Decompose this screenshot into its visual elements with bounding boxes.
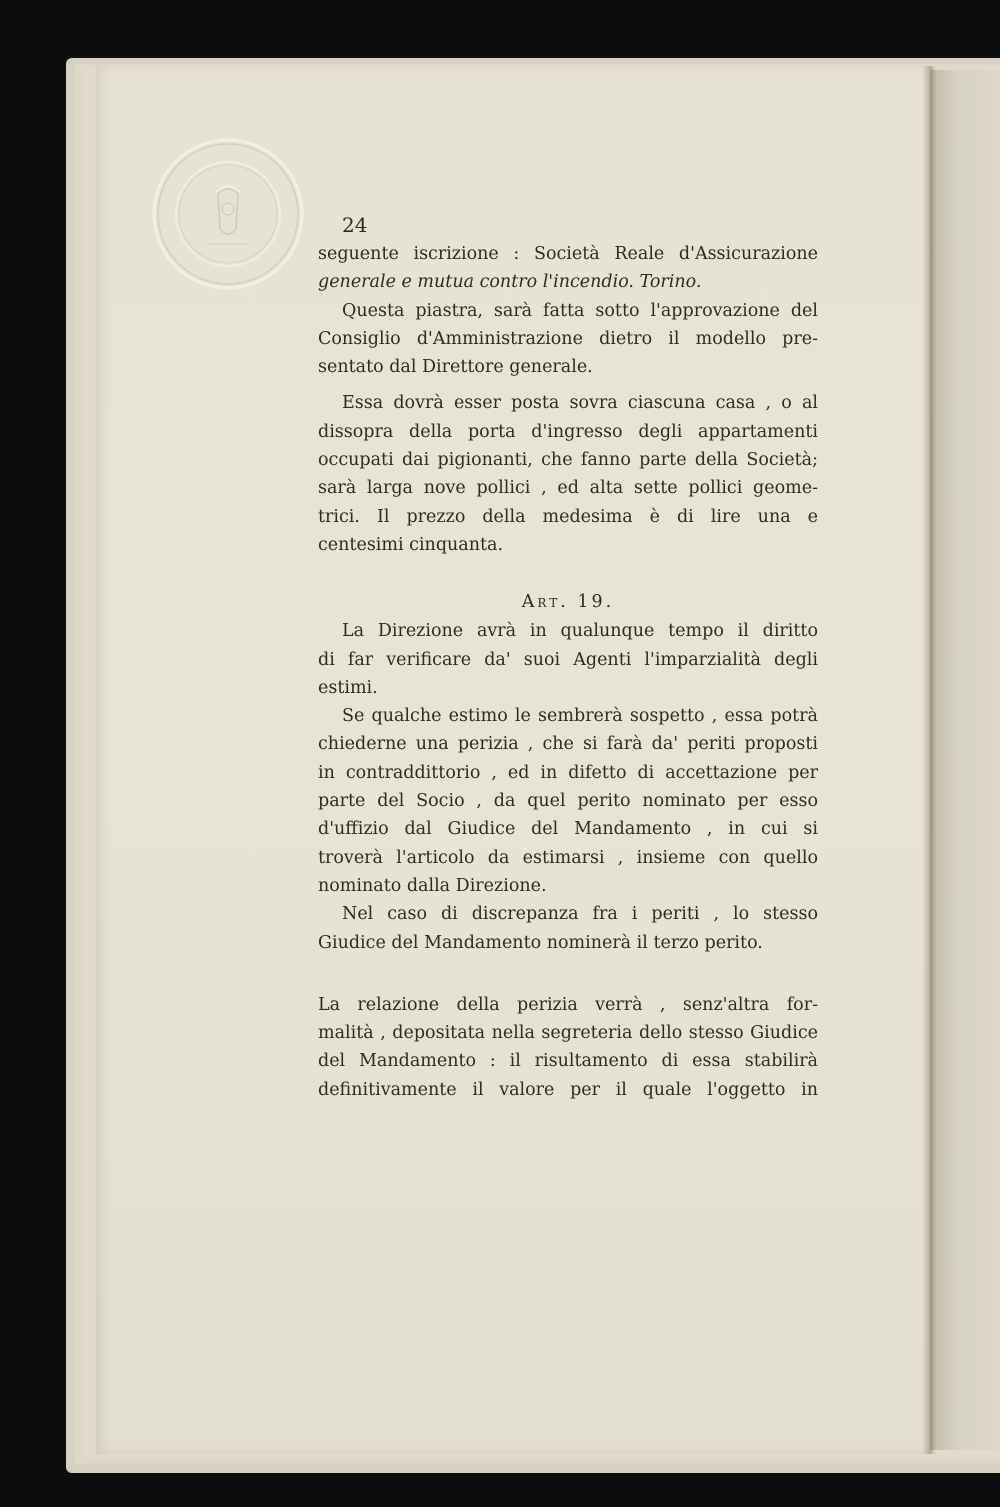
facing-page: [930, 70, 1000, 1450]
text-line: trici. Il prezzo della medesima è di lire una e: [318, 506, 818, 527]
embossed-seal: [148, 134, 308, 294]
text-line: sentato dal Direttore generale.: [318, 357, 593, 378]
text-line: Questa piastra, sarà fatta sotto l'approvazione del: [342, 300, 818, 321]
text-line: troverà l'articolo da estimarsi , insieme con quello: [318, 847, 818, 868]
text-line: d'uffizio dal Giudice del Mandamento , in cui si: [318, 819, 818, 840]
text-line: centesimi cinquanta.: [318, 534, 504, 555]
text-line: La relazione della perizia verrà , senz'altra for-: [318, 994, 818, 1015]
text-line: in contraddittorio , ed in difetto di accettazione per: [318, 762, 818, 783]
book-gutter: [922, 66, 936, 1454]
text-line: estimi.: [318, 677, 378, 698]
text-line: malità , depositata nella segreteria dello stesso Giudice: [318, 1023, 818, 1044]
text-line: sarà larga nove pollici , ed alta sette pollici geome-: [318, 478, 818, 499]
text-line: Essa dovrà esser posta sovra ciascuna casa , o al: [342, 393, 818, 414]
text-line: seguente iscrizione : Società Reale d'Assicurazione: [318, 244, 818, 264]
page-number: 24: [342, 213, 368, 237]
text-line: parte del Socio , da quel perito nominato per esso: [318, 791, 818, 812]
text-line: Giudice del Mandamento nominerà il terzo perito.: [318, 932, 763, 953]
text-line: dissopra della porta d'ingresso degli appartamenti: [318, 421, 818, 442]
text-line: nominato dalla Direzione.: [318, 875, 547, 896]
text-line: occupati dai pigionanti, che fanno parte della Società;: [318, 450, 818, 471]
page-text: [318, 210, 818, 1104]
text-line: La Direzione avrà in qualunque tempo il diritto: [342, 621, 818, 642]
text-line: Se qualche estimo le sembrerà sospetto , essa potrà: [342, 706, 818, 727]
text-line: chiederne una perizia , che si farà da' periti proposti: [318, 734, 818, 755]
text-line: di far verificare da' suoi Agenti l'imparzialità degli: [318, 649, 818, 670]
text-line: generale e mutua contro l'incendio. Torino.: [318, 272, 702, 293]
text-line: Nel caso di discrepanza fra i periti , lo stesso: [342, 904, 818, 925]
article-heading: Art. 19.: [521, 592, 615, 613]
text-line: del Mandamento : il risultamento di essa stabilirà: [318, 1051, 818, 1072]
text-line: definitivamente il valore per il quale l'oggetto in: [318, 1079, 818, 1100]
text-line: Consiglio d'Amministrazione dietro il modello pre-: [318, 328, 818, 349]
